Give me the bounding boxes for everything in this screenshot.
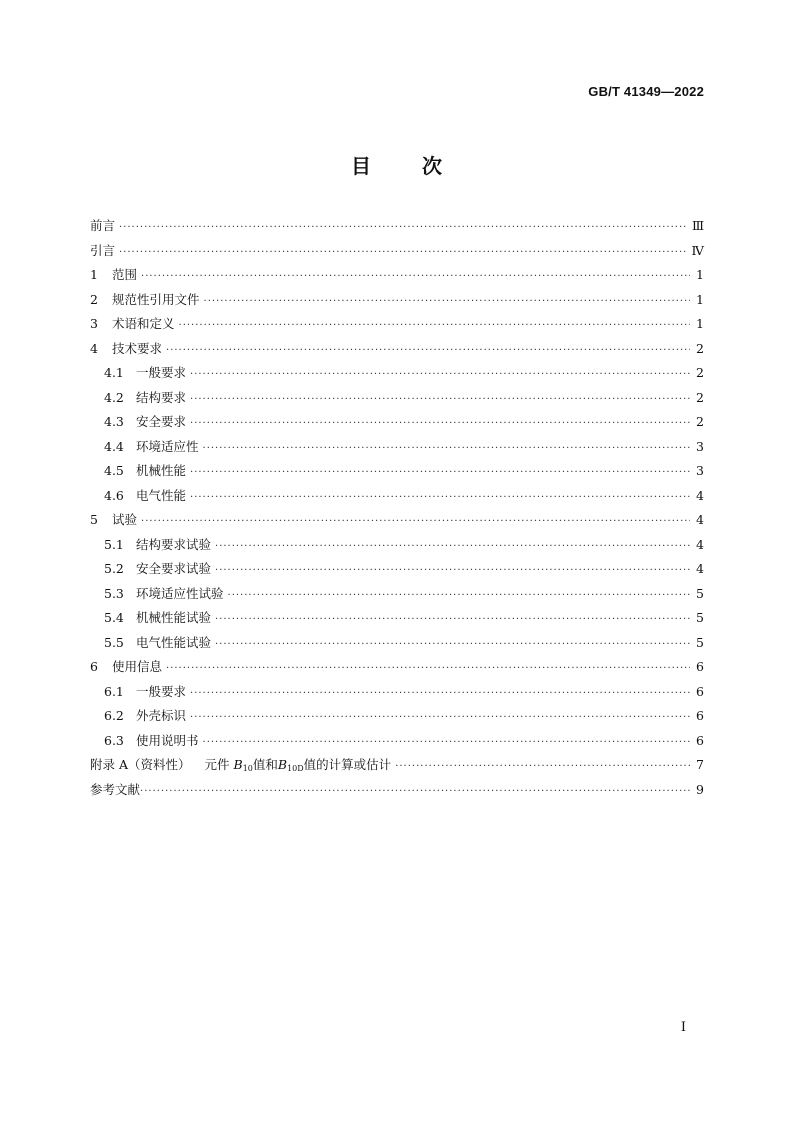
toc-entry-label: 结构要求	[136, 389, 187, 405]
annex-subscript-10: 10	[242, 764, 253, 773]
toc-entry-label: 技术要求	[112, 340, 163, 356]
dot-leader	[190, 363, 690, 388]
toc-entry-label: 环境适应性	[136, 438, 199, 454]
toc-entry-number: 4.4	[104, 438, 124, 454]
dot-leader	[166, 657, 690, 682]
toc-entry-page: 4	[696, 536, 704, 552]
toc-entry-number: 2	[90, 291, 98, 307]
dot-leader	[190, 388, 690, 413]
toc-entry-page: 2	[696, 340, 704, 356]
toc-entry-label: 电气性能	[136, 487, 187, 503]
toc-entry-number: 4	[90, 340, 98, 356]
toc-entry-page: 2	[696, 414, 704, 429]
toc-entry-bibliography[interactable]	[90, 778, 704, 803]
toc-entry[interactable]	[90, 729, 704, 754]
toc-entry[interactable]	[90, 557, 704, 582]
dot-leader	[166, 339, 690, 364]
dot-leader	[190, 412, 690, 437]
annex-symbol-b10d: B	[277, 757, 288, 772]
toc-entry[interactable]	[90, 435, 704, 460]
toc-entry[interactable]	[90, 288, 704, 313]
toc-entry-page: 5	[696, 634, 704, 650]
toc-entry[interactable]	[90, 361, 704, 386]
toc-entry-label: 机械性能	[136, 463, 187, 478]
toc-entry-page: Ⅳ	[691, 242, 704, 258]
toc-entry-number: 4.3	[104, 414, 124, 429]
toc-entry[interactable]	[90, 337, 704, 362]
toc-entry[interactable]	[90, 606, 704, 631]
toc-entry-page: 2	[696, 365, 704, 380]
toc-entry-number: 6.1	[104, 683, 124, 699]
toc-entry[interactable]	[90, 508, 704, 533]
toc-entry-number: 6	[90, 659, 98, 674]
dot-leader	[203, 437, 690, 462]
toc-entry-label: 试验	[112, 512, 138, 527]
dot-leader	[190, 486, 690, 511]
toc-entry-label: 电气性能试验	[136, 634, 212, 650]
dot-leader	[203, 731, 690, 756]
toc-entry-page: 1	[696, 267, 704, 282]
toc-entry[interactable]	[90, 704, 704, 729]
toc-entry-page: 6	[696, 708, 704, 723]
toc-entry-number: 4.5	[104, 463, 124, 478]
toc-entry-number: 6.3	[104, 732, 124, 748]
dot-leader	[190, 706, 690, 731]
toc-entry-label: 外壳标识	[136, 708, 187, 723]
toc-entry-page: 4	[696, 512, 704, 527]
toc-entry-page: 1	[696, 291, 704, 307]
toc-entry-label: 安全要求	[136, 414, 187, 429]
toc-entry[interactable]	[90, 263, 704, 288]
toc-entry-page: 6	[696, 683, 704, 699]
toc-entry-label: 结构要求试验	[136, 536, 212, 552]
dot-leader	[204, 290, 690, 315]
dot-leader	[228, 584, 690, 609]
toc-entry-number: 1	[90, 267, 98, 282]
toc-entry-page: 3	[696, 438, 704, 454]
toc-entry-label: 规范性引用文件	[112, 291, 200, 307]
toc-entry-number: 5.2	[104, 561, 124, 576]
toc-entry[interactable]	[90, 655, 704, 680]
dot-leader	[395, 755, 690, 780]
toc-entry-number: 5.3	[104, 585, 124, 601]
dot-leader	[190, 682, 690, 707]
page-number: I	[680, 1020, 686, 1035]
toc-entry-page: 6	[696, 659, 704, 674]
dot-leader	[179, 314, 690, 339]
toc-entry-page: 5	[696, 610, 704, 625]
dot-leader	[215, 559, 690, 584]
toc-entry[interactable]	[90, 582, 704, 607]
dot-leader	[215, 608, 690, 633]
toc-entry-label: 安全要求试验	[136, 561, 212, 576]
dot-leader	[215, 633, 690, 658]
toc-entry-label: 使用信息	[112, 659, 163, 674]
table-of-contents	[90, 214, 704, 802]
toc-entry-page: 3	[696, 463, 704, 478]
toc-entry[interactable]	[90, 214, 704, 239]
toc-entry-number: 5.1	[104, 536, 124, 552]
toc-entry[interactable]	[90, 631, 704, 656]
dot-leader	[119, 241, 687, 266]
toc-entry-number: 4.1	[104, 365, 124, 380]
toc-entry-number: 4.6	[104, 487, 124, 503]
toc-entry-page: 5	[696, 585, 704, 601]
toc-entry-label: 参考文献	[90, 781, 141, 797]
toc-entry-page: 1	[696, 316, 704, 331]
toc-entry-page: 2	[696, 389, 704, 405]
toc-entry-label: 范围	[112, 267, 138, 282]
toc-entry-label: 使用说明书	[136, 732, 199, 748]
toc-entry[interactable]	[90, 312, 704, 337]
dot-leader	[141, 265, 690, 290]
toc-entry[interactable]	[90, 386, 704, 411]
toc-entry-annex-a[interactable]	[90, 753, 704, 778]
dot-leader	[119, 216, 688, 241]
toc-entry[interactable]	[90, 484, 704, 509]
toc-entry-label: 机械性能试验	[136, 610, 212, 625]
toc-entry-number: 5	[90, 512, 98, 527]
toc-entry-label: 术语和定义	[112, 316, 175, 331]
toc-entry-label: 环境适应性试验	[136, 585, 224, 601]
toc-entry[interactable]	[90, 680, 704, 705]
toc-entry-label: 引言	[90, 242, 116, 258]
toc-entry-number: 4.2	[104, 389, 124, 405]
toc-entry-page: 7	[696, 757, 704, 772]
page-title: 目 次	[351, 154, 443, 178]
toc-entry-number: 5.4	[104, 610, 124, 625]
annex-text-calc: 值的计算或估计	[303, 757, 392, 772]
dot-leader	[140, 780, 690, 805]
toc-entry[interactable]	[90, 239, 704, 264]
toc-entry-label: 一般要求	[136, 683, 187, 699]
dot-leader	[215, 535, 690, 560]
toc-entry-label: 一般要求	[136, 365, 187, 380]
toc-entry[interactable]	[90, 410, 704, 435]
toc-entry[interactable]	[90, 533, 704, 558]
toc-entry-page: Ⅲ	[691, 218, 704, 233]
toc-entry-number: 6.2	[104, 708, 124, 723]
toc-entry-number: 3	[90, 316, 98, 331]
toc-entry-page: 6	[696, 732, 704, 748]
annex-symbol-b10: B	[233, 757, 243, 772]
toc-entry-label: 前言	[90, 218, 116, 233]
annex-prefix: 附录 A（资料性）	[90, 757, 191, 772]
standard-code: GB/T 41349—2022	[588, 84, 704, 99]
dot-leader	[141, 510, 690, 535]
toc-entry-page: 9	[696, 781, 704, 797]
toc-entry-page: 4	[696, 561, 704, 576]
annex-text-and: 值和	[252, 757, 278, 772]
annex-subscript-10d: 10D	[287, 764, 304, 773]
annex-text-element: 元件	[204, 757, 230, 772]
dot-leader	[190, 461, 690, 486]
toc-entry[interactable]	[90, 459, 704, 484]
toc-entry-page: 4	[696, 487, 704, 503]
toc-entry-number: 5.5	[104, 634, 124, 650]
